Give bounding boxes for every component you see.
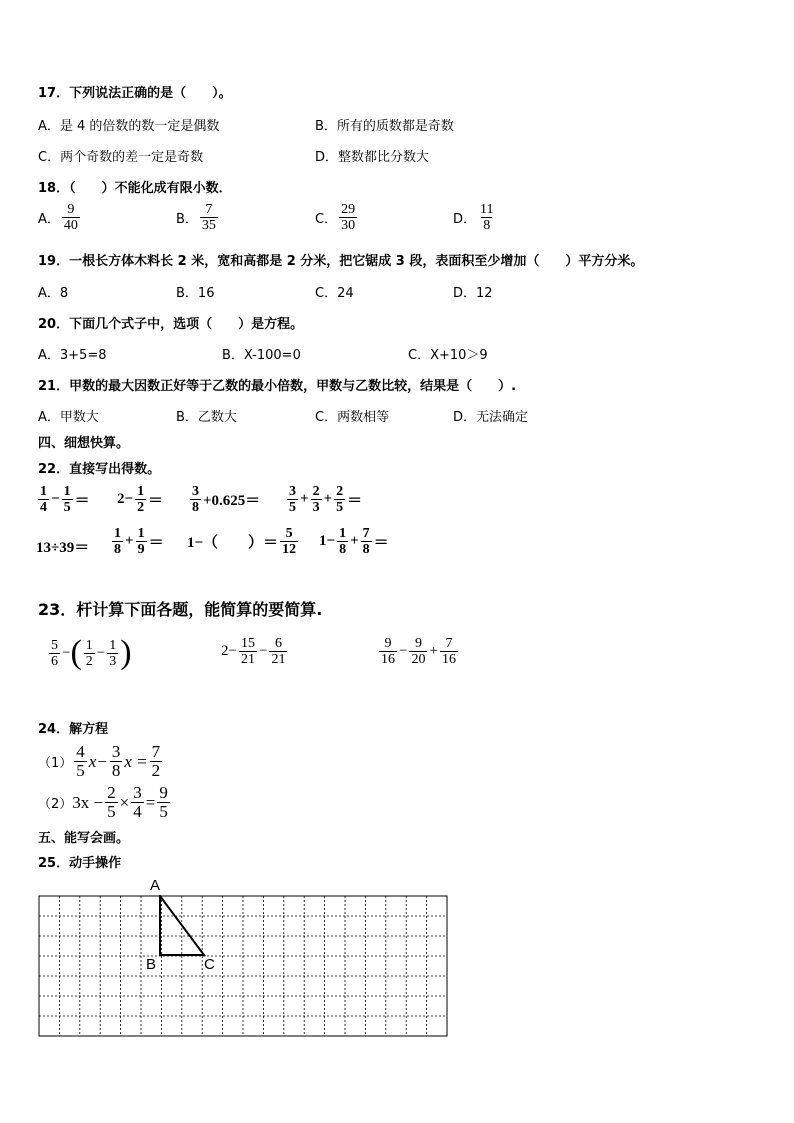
question-17-stem: 17．下列说法正确的是（ ）。: [38, 86, 232, 101]
q21-option-c: C．两数相等: [315, 410, 390, 425]
question-25-stem: 25．动手操作: [38, 856, 122, 871]
q17-option-c: C．两个奇数的差一定是奇数: [38, 150, 204, 165]
option-label: B．: [176, 212, 198, 227]
question-22-stem: 22．直接写出得数。: [38, 462, 161, 477]
q17-option-d: D．整数都比分数大: [315, 150, 430, 165]
q23-problem-1: $\frac{5}{6}$ − ( $\frac{1}{2}$ − $\frac{1}{3}$ ): [51, 634, 132, 671]
q19-option-a: A．8: [38, 286, 69, 301]
q23-problem-2: 2− $\frac{15}{21}$ − $\frac{6}{21}$: [221, 636, 286, 667]
q22-expr-2: 2− $\frac{1}{2}$ ＝: [117, 484, 164, 515]
q20-option-b: B．X-100=0: [222, 348, 301, 363]
fraction: $\frac{9}{40}$: [63, 202, 78, 233]
fraction: $\frac{7}{35}$: [201, 202, 216, 233]
grid-svg: [38, 895, 450, 1040]
fraction: $\frac{29}{30}$: [341, 202, 356, 233]
grid-lines: [39, 896, 447, 1036]
vertex-label-b: B: [146, 956, 157, 973]
q19-option-b: B．16: [176, 286, 215, 301]
fraction: $\frac{11}{8}$: [480, 202, 494, 233]
q24-equation-1: （1） $\frac{4}{5}$ x− $\frac{3}{8}$ x = $\frac{7}{2}$: [38, 742, 161, 780]
q22-expr-4: $\frac{3}{5}$ + $\frac{2}{3}$ + $\frac{2}{5}$ ＝: [289, 484, 363, 515]
question-18-stem: 18．（ ）不能化成有限小数．: [38, 181, 232, 196]
q17-option-a: A．是 4 的倍数的数一定是偶数: [38, 119, 220, 134]
option-label: C．: [315, 212, 338, 227]
q21-option-d: D．无法确定: [453, 410, 529, 425]
q17-option-b: B．所有的质数都是奇数: [315, 119, 454, 134]
q20-option-c: C．X+10＞9: [408, 348, 488, 363]
question-24-stem: 24．解方程: [38, 722, 109, 737]
vertex-label-a: A: [150, 877, 161, 894]
q22-expr-7: 1−（ ）＝ $\frac{5}{12}$: [187, 526, 297, 557]
question-23-stem: 23．杆计算下面各题，能简算的要简算.: [38, 600, 323, 619]
q18-option-c: [315, 202, 359, 233]
q19-option-d: D．12: [453, 286, 493, 301]
drawing-grid: [38, 877, 450, 1044]
q23-problem-3: $\frac{9}{16}$ − $\frac{9}{20}$ + $\frac{7}{16}$: [381, 636, 456, 667]
q20-option-a: A．3+5=8: [38, 348, 107, 363]
q22-expr-6: $\frac{1}{8}$ + $\frac{1}{9}$ ＝: [114, 526, 164, 557]
question-21-stem: 21．甲数的最大因数正好等于乙数的最小倍数，甲数与乙数比较，结果是（ ）.: [38, 379, 517, 394]
q18-option-b: [176, 202, 220, 233]
q19-option-c: C．24: [315, 286, 354, 301]
vertex-label-c: C: [204, 956, 215, 973]
q18-option-d: [453, 202, 498, 233]
section-5-heading: 五、能写会画。: [38, 831, 130, 846]
option-label: D．: [453, 212, 477, 227]
section-4-heading: 四、细想快算。: [38, 436, 130, 451]
option-label: A．: [38, 212, 60, 227]
q22-expr-5: 13÷39＝: [36, 540, 90, 556]
q22-expr-8: 1− $\frac{1}{8}$ + $\frac{7}{8}$ ＝: [319, 526, 389, 557]
q18-option-a: [38, 202, 82, 233]
question-20-stem: 20．下面几个式子中，选项（ ）是方程。: [38, 317, 304, 332]
q24-equation-2: （2） 3x − $\frac{2}{5}$ × $\frac{3}{4}$ = $\frac{9}{5}$: [38, 783, 168, 821]
q22-expr-3: $\frac{3}{8}$ +0.625＝: [192, 484, 261, 515]
q22-expr-1: $\frac{1}{4}$ − $\frac{1}{5}$ ＝: [40, 484, 90, 515]
q21-option-b: B．乙数大: [176, 410, 237, 425]
question-19-stem: 19．一根长方体木料长 2 米，宽和高都是 2 分米，把它锯成 3 段，表面积至少增加（ ）平方分米。: [38, 254, 644, 269]
q21-option-a: A．甲数大: [38, 410, 99, 425]
